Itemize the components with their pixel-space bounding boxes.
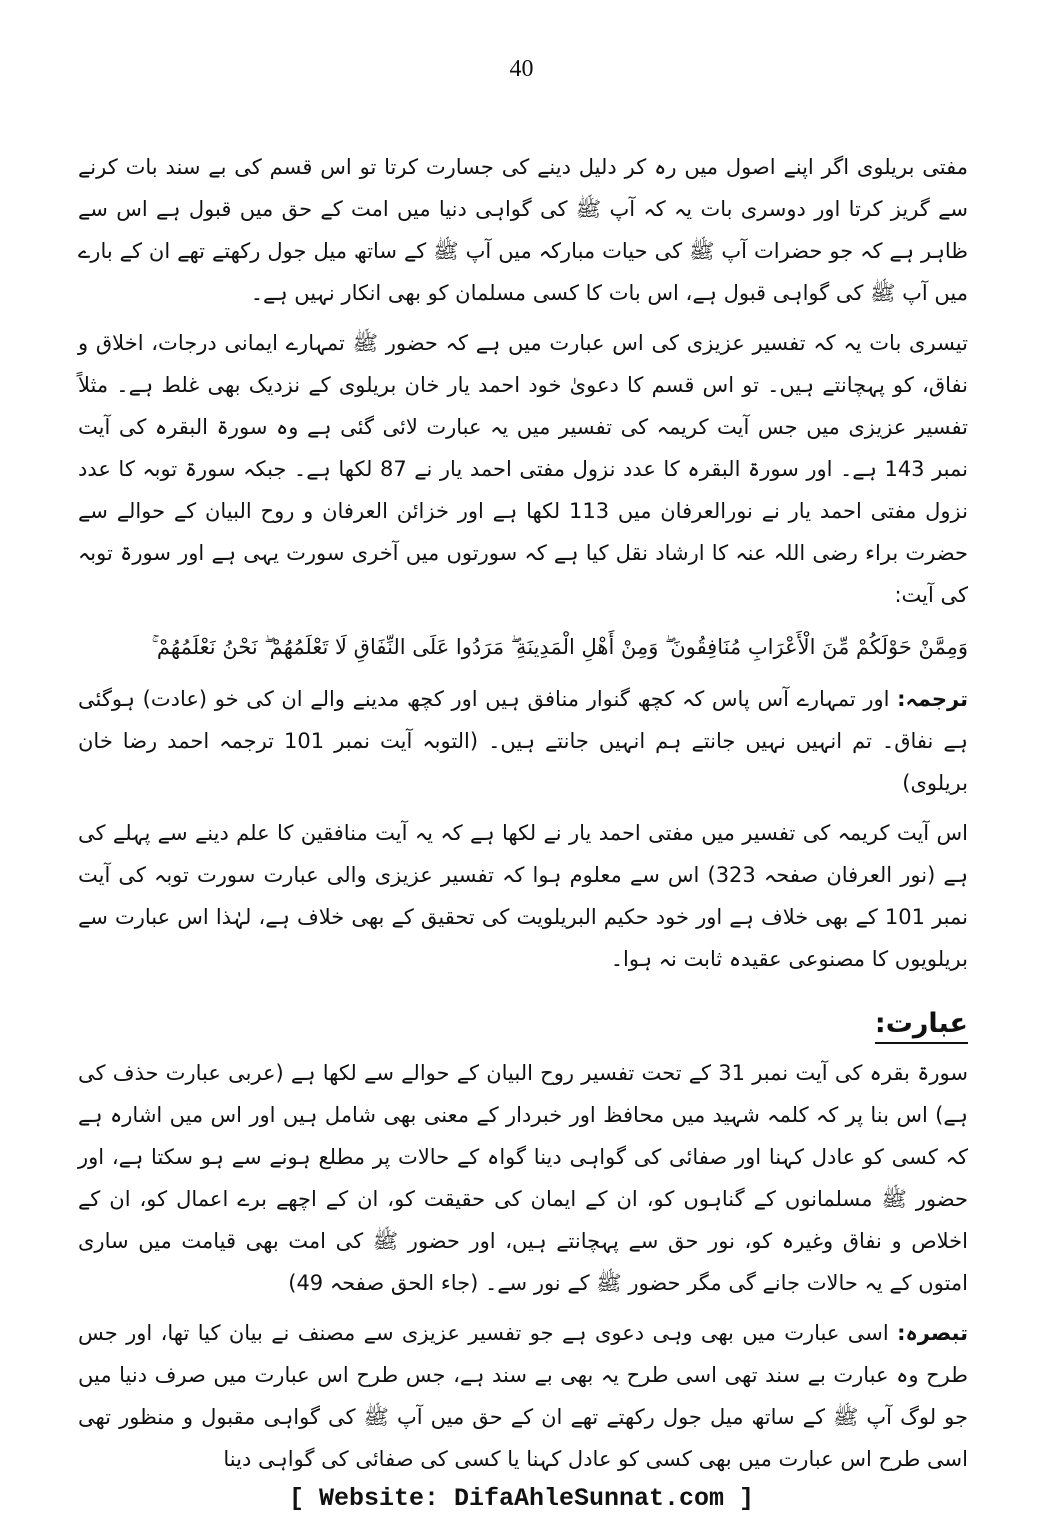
page-number: 40 bbox=[509, 56, 534, 82]
review-text: اسی عبارت میں بھی وہی دعوی ہے جو تفسیر عزیزی سے مصنف نے بیان کیا تھا، اور جس طرح وہ عبارت بے سند تھی اسی طرح یہ بھی بے سند ہے، جس طرح اس عبارت میں صرف دنیا میں جو لوگ آپ ﷺ کے ساتھ میل جول رکھتے تھے ان کے حق میں آپ ﷺ کی گواہی مقبول و منظور تھی اسی طرح اس عبارت میں بھی کسی کو عادل کہنا یا کسی کی صفائی کی گواہی دینا bbox=[78, 1321, 968, 1471]
section-heading bbox=[78, 1002, 968, 1046]
review-label: تبصرہ: bbox=[897, 1321, 968, 1345]
paragraph-2: تیسری بات یہ کہ تفسیر عزیزی کی اس عبارت میں ہے کہ حضور ﷺ تمہارے ایمانی درجات، اخلاق و نفاق، کو پہچانتے ہیں۔ تو اس قسم کا دعویٰ خود احمد یار خان بریلوی کے نزدیک بھی غلط ہے۔ مثلاً تفسیر عزیزی میں جس آیت کریمہ کی تفسیر میں یہ عبارت لائی گئی ہے وہ سورۃ البقرہ کی آیت نمبر 143 ہے۔ اور سورۃ البقرہ کا عدد نزول مفتی احمد یار نے 87 لکھا ہے۔ جبکہ سورۃ توبہ کا عدد نزول مفتی احمد یار نے نورالعرفان میں 113 لکھا ہے اور خزائن العرفان و روح البیان کے حوالے سے حضرت براء رضی اللہ عنہ کا ارشاد نقل کیا ہے کہ سورتوں میں آخری سورت یہی ہے اور سورۃ توبہ کی آیت: bbox=[78, 331, 968, 607]
translation-label: ترجمہ: bbox=[897, 687, 968, 711]
paragraph-1: مفتی بریلوی اگر اپنے اصول میں رہ کر دلیل دینے کی جسارت کرتا تو اس قسم کی بے سند بات کرنے سے گریز کرتا اور دوسری بات یہ کہ آپ ﷺ کی گواہی دنیا میں امت کے حق میں قبول ہے اس سے ظاہر ہے کہ جو حضرات آپ ﷺ کی حیات مبارکہ میں آپ ﷺ کے ساتھ میل جول رکھتے تھے ان کے بارے میں آپ ﷺ کی گواہی قبول ہے، اس بات کا کسی مسلمان کو بھی انکار نہیں ہے۔ bbox=[78, 155, 968, 305]
review-paragraph bbox=[78, 1312, 968, 1480]
ibarat-paragraph: سورۃ بقرہ کی آیت نمبر 31 کے تحت تفسیر روح البیان کے حوالے سے لکھا ہے (عربی عبارت حذف کی ہے) اس بنا پر کہ کلمہ شہید میں محافظ اور خبردار کے معنی بھی شامل ہیں اور اس میں اشارہ ہے کہ کسی کو عادل کہنا اور صفائی کی گواہی دینا گواہ کے حالات پر مطلع ہونے سے ہو سکتا ہے، اور حضور ﷺ مسلمانوں کے گناہوں کو، ان کے ایمان کی حقیقت کو، ان کے اچھے برے اعمال کو، ان کے اخلاص و نفاق وغیرہ کو، نور حق سے پہچانتے ہیں، اور حضور ﷺ کی امت بھی قیامت میں ساری امتوں کے یہ حالات جانے گی مگر حضور ﷺ کے نور سے۔ (جاء الحق صفحہ 49) bbox=[78, 1061, 968, 1295]
quran-verse: وَمِمَّنْ حَوْلَكُمْ مِّنَ الْأَعْرَابِ مُنَافِقُونَ ۖ وَمِنْ أَهْلِ الْمَدِينَةِ ۖ مَرَدُوا عَلَى النِّفَاقِ لَا تَعْلَمُهُمْ ۖ نَحْنُ نَعْلَمُهُمْ ۚ bbox=[151, 635, 968, 659]
paragraph-after-verse: اس آیت کریمہ کی تفسیر میں مفتی احمد یار نے لکھا ہے کہ یہ آیت منافقین کا علم دینے سے پہلے کی ہے (نور العرفان صفحہ 323) اس سے معلوم ہوا کہ تفسیر عزیزی والی عبارت سورت توبہ کی آیت نمبر 101 کے بھی خلاف ہے اور خود حکیم البریلویت کی تحقیق کے بھی خلاف ہے، لہٰذا اس عبارت سے بریلویوں کا مصنوعی عقیدہ ثابت نہ ہوا۔ bbox=[78, 821, 969, 971]
section-heading-text: عبارت: bbox=[875, 1008, 968, 1044]
translation-paragraph bbox=[78, 678, 968, 804]
translation-text: اور تمہارے آس پاس کہ کچھ گنوار منافق ہیں اور کچھ مدینے والے ان کی خو (عادت) ہوگئی ہے نفاق۔ تم انہیں نہیں جانتے ہم انہیں جانتے ہیں۔ (التوبہ آیت نمبر 101 ترجمہ احمد رضا خان بریلوی) bbox=[78, 687, 968, 795]
page-body bbox=[78, 146, 968, 1488]
website-footer: [ Website: DifaAhleSunnat.com ] bbox=[288, 1484, 755, 1513]
